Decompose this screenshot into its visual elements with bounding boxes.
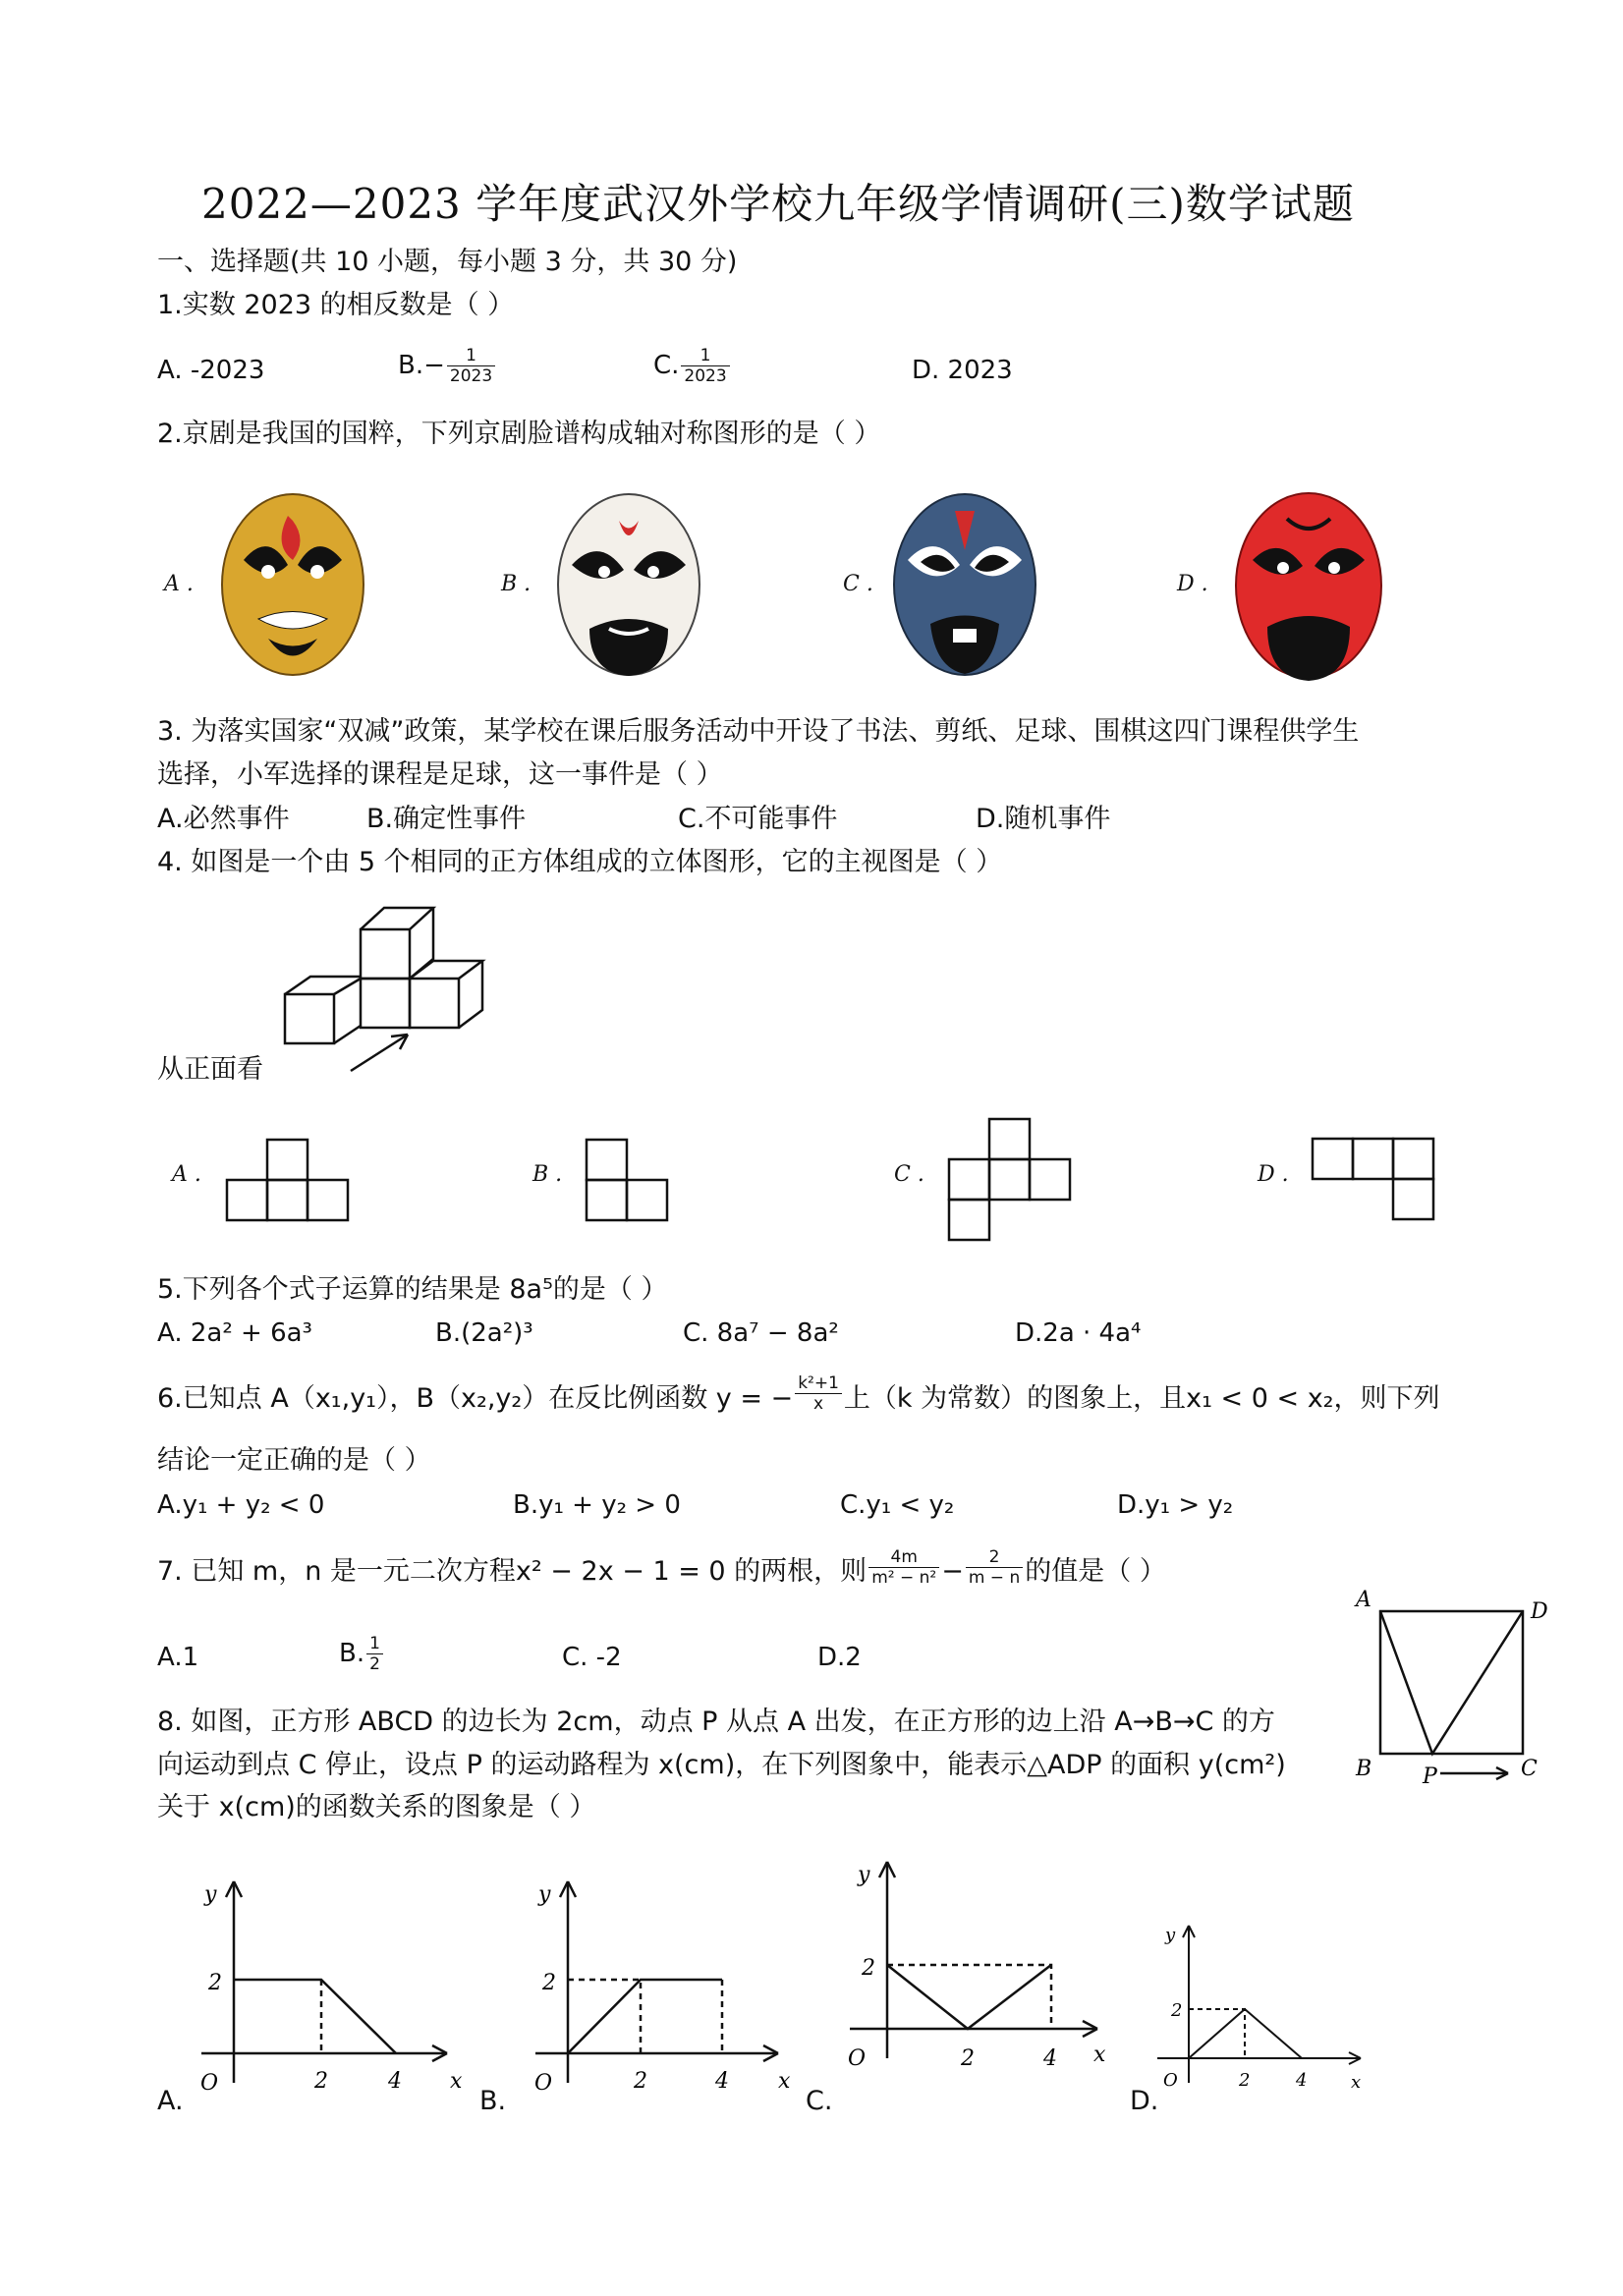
q6-option-d: D.y₁ > y₂ (1117, 1490, 1234, 1520)
graph-a-tick-x2: 2 (314, 2069, 328, 2094)
graph-d-origin: O (1163, 2070, 1178, 2091)
q3-option-b: B.确定性事件 (366, 804, 527, 834)
graph-b-x-axis: x (778, 2069, 791, 2094)
graph-b-tick-y2: 2 (542, 1971, 556, 1995)
graph-b-origin: O (534, 2071, 553, 2096)
q8-option-d-label: D. (1130, 2086, 1159, 2116)
graph-b-tick-x4: 4 (715, 2069, 729, 2094)
q2-stem: 2.京剧是我国的国粹，下列京剧脸谱构成轴对称图形的是（ ） (157, 419, 881, 449)
q1-option-d: D. 2023 (912, 356, 1013, 385)
q7-option-d: D.2 (817, 1643, 862, 1672)
q3-stem-line2: 选择，小军选择的课程是足球，这一事件是（ ） (157, 759, 723, 790)
graph-a-tick-y2: 2 (208, 1971, 222, 1995)
q6-stem-line1: 6.已知点 A（x₁,y₁），B（x₂,y₂）在反比例函数 y = − $\frac{\text{k²+1}}{x}$ 上（k 为常数）的图象上，且x₁ < 0 < x₂，则下列 (157, 1373, 1440, 1414)
q3-option-d: D.随机事件 (976, 804, 1111, 834)
q4-view-label: 从正面看 (157, 1054, 263, 1085)
q6-stem-line2: 结论一定正确的是（ ） (157, 1445, 431, 1476)
mask-c-image (886, 491, 1043, 683)
graph-a-origin: O (200, 2071, 219, 2096)
graph-c-tick-x4: 4 (1043, 2046, 1057, 2071)
q6-option-a: A.y₁ + y₂ < 0 (157, 1490, 325, 1520)
q3-option-a: A.必然事件 (157, 804, 290, 834)
q3-option-c: C.不可能事件 (678, 804, 838, 834)
q3-stem-line1: 3. 为落实国家“双减”政策，某学校在课后服务活动中开设了书法、剪纸、足球、围棋这四门课程供学生 (157, 716, 1360, 747)
q4-label-b: B . (532, 1162, 563, 1187)
square-label-b: B (1356, 1757, 1372, 1781)
mask-d-image (1228, 489, 1390, 686)
q8-option-a-label: A. (157, 2086, 184, 2116)
q2-label-c: C . (843, 572, 873, 596)
graph-b-y-axis: y (538, 1882, 551, 1907)
graph-a-x-axis: x (450, 2069, 463, 2094)
q6-option-b: B.y₁ + y₂ > 0 (513, 1490, 681, 1520)
q5-stem: 5.下列各个式子运算的结果是 8a⁵的是（ ） (157, 1274, 668, 1305)
q1-option-b: B.− $\frac{1}{2023}$ (398, 346, 497, 386)
graph-c-tick-x2: 2 (961, 2046, 975, 2071)
q7-option-a: A.1 (157, 1643, 199, 1672)
q4-option-d-figure (1312, 1137, 1439, 1225)
q5-option-b: B.(2a²)³ (435, 1318, 533, 1348)
square-label-p: P (1423, 1764, 1437, 1789)
q4-option-c-figure (948, 1117, 1076, 1245)
q5-option-a: A. 2a² + 6a³ (157, 1318, 312, 1348)
square-label-d: D (1531, 1599, 1548, 1624)
graph-d-x-axis: x (1351, 2072, 1362, 2093)
q8-option-b-label: B. (479, 2086, 507, 2116)
q8-graph-a (187, 1862, 481, 2107)
graph-b-tick-x2: 2 (634, 2069, 647, 2094)
q7-stem: 7. 已知 m，n 是一元二次方程x² − 2x − 1 = 0 的两根，则 $\frac{4m}{\text{m² − n²}}$ − $\frac{2}{m - n}$ 的值是（ ） (157, 1547, 1166, 1588)
q2-label-a: A . (164, 572, 194, 596)
q4-label-c: C . (894, 1162, 924, 1187)
q4-option-a-figure (226, 1138, 354, 1226)
q8-option-c-label: C. (806, 2086, 833, 2116)
graph-c-tick-y2: 2 (862, 1956, 875, 1981)
square-label-a: A (1356, 1588, 1371, 1612)
q1-stem: 1.实数 2023 的相反数是（ ） (157, 290, 515, 320)
graph-c-x-axis: x (1093, 2043, 1106, 2067)
q1-option-a: A. -2023 (157, 356, 265, 385)
graph-d-y-axis: y (1165, 1925, 1176, 1945)
square-label-c: C (1521, 1757, 1538, 1781)
q8-stem-line2: 向运动到点 C 停止，设点 P 的运动路程为 x(cm)，在下列图象中，能表示△ADP 的面积 y(cm²) (157, 1750, 1286, 1780)
graph-d-tick-x2: 2 (1239, 2070, 1251, 2091)
graph-d-tick-y2: 2 (1171, 2000, 1183, 2021)
page-title: 2022—2023 学年度武汉外学校九年级学情调研(三)数学试题 (201, 180, 1355, 228)
graph-d-tick-x4: 4 (1296, 2070, 1308, 2091)
graph-a-tick-x4: 4 (388, 2069, 402, 2094)
q8-graph-b (521, 1862, 815, 2107)
q4-option-b-figure (585, 1138, 673, 1226)
q8-stem-line1: 8. 如图，正方形 ABCD 的边长为 2cm，动点 P 从点 A 出发，在正方形的边上沿 A→B→C 的方 (157, 1707, 1275, 1737)
q8-graph-c (840, 1847, 1125, 2093)
q4-label-a: A . (172, 1162, 201, 1187)
q8-graph-d (1149, 1911, 1375, 2098)
graph-c-origin: O (848, 2046, 867, 2071)
mask-a-image (214, 491, 371, 683)
graph-c-y-axis: y (858, 1863, 870, 1887)
q7-option-b: B. $\frac{1}{2}$ (339, 1634, 385, 1674)
q8-stem-line3: 关于 x(cm)的函数关系的图象是（ ） (157, 1792, 596, 1822)
square-abcd-figure (1354, 1587, 1555, 1793)
q2-label-b: B . (501, 572, 532, 596)
q1-option-c: C. $\frac{1}{2023}$ (653, 346, 732, 386)
section-heading: 一、选择题(共 10 小题，每小题 3 分，共 30 分) (157, 247, 738, 277)
q5-option-d: D.2a · 4a⁴ (1015, 1318, 1142, 1348)
q4-stem: 4. 如图是一个由 5 个相同的正方体组成的立体图形，它的主视图是（ ） (157, 847, 1003, 877)
q2-label-d: D . (1177, 572, 1208, 596)
q6-option-c: C.y₁ < y₂ (840, 1490, 955, 1520)
q4-label-d: D . (1258, 1162, 1289, 1187)
q7-option-c: C. -2 (562, 1643, 622, 1672)
mask-b-image (550, 491, 707, 683)
cube-solid-figure (280, 904, 486, 1076)
graph-a-y-axis: y (204, 1882, 217, 1907)
q5-option-c: C. 8a⁷ − 8a² (683, 1318, 839, 1348)
